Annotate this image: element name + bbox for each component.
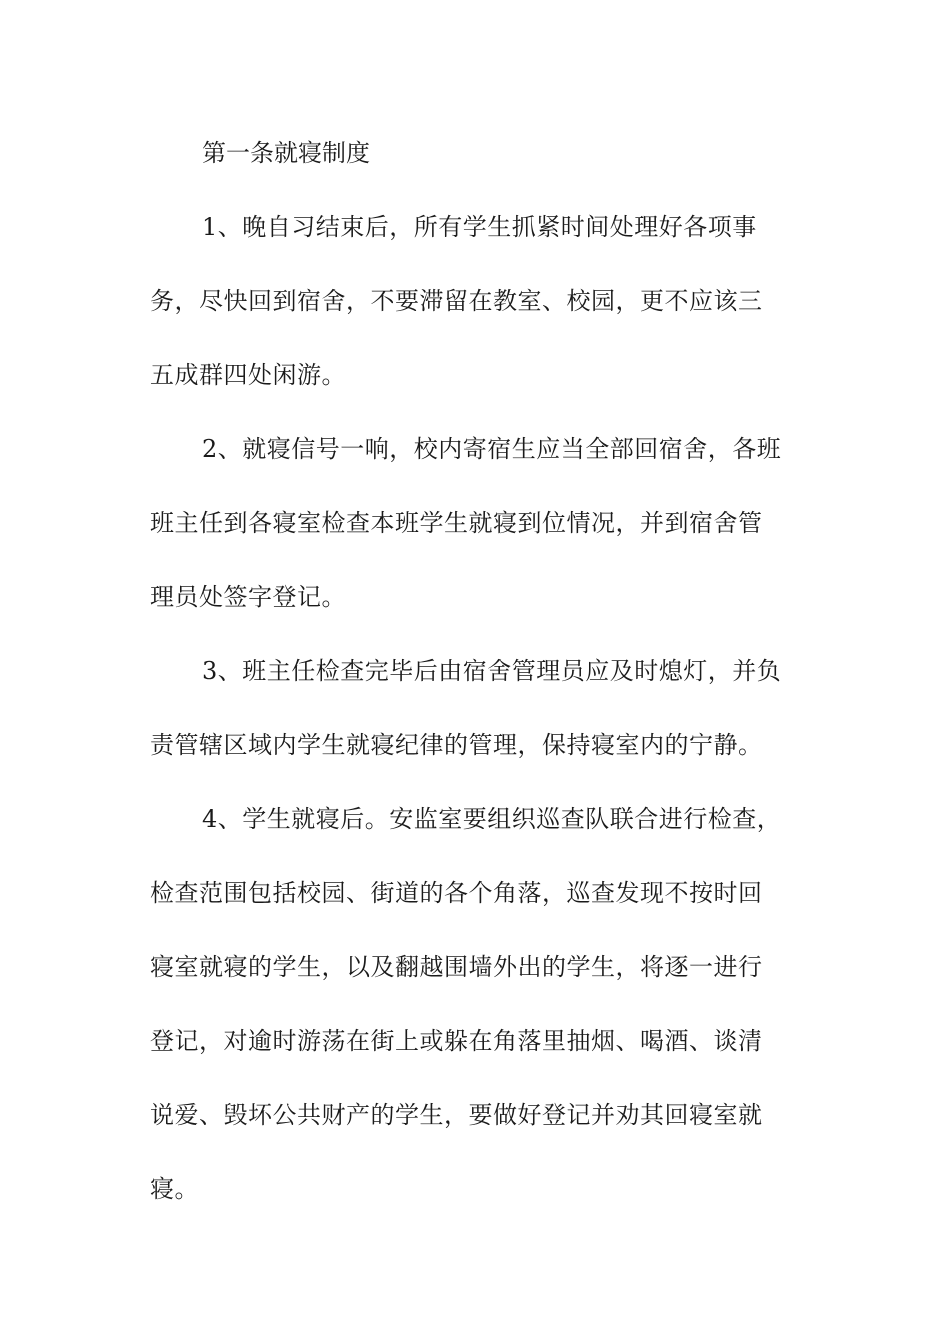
paragraph-1	[150, 190, 810, 412]
paragraph-2	[150, 412, 810, 634]
paragraph-line: 理员处签字登记。	[150, 583, 346, 611]
paragraph-line: 寝室就寝的学生，以及翻越围墙外出的学生，将逐一进行	[150, 953, 763, 981]
paragraph-line: 五成群四处闲游。	[150, 361, 346, 389]
document-body	[150, 116, 810, 1226]
paragraph-line: 登记，对逾时游荡在街上或躲在角落里抽烟、喝酒、谈清	[150, 1027, 763, 1055]
paragraph-line: 检查范围包括校园、街道的各个角落，巡查发现不按时回	[150, 879, 763, 907]
paragraph-line: 1、晚自习结束后，所有学生抓紧时间处理好各项事	[202, 213, 757, 241]
section-heading: 第一条就寝制度	[202, 139, 370, 167]
paragraph-4	[150, 782, 810, 1226]
paragraph-line: 3、班主任检查完毕后由宿舍管理员应及时熄灯，并负	[202, 657, 782, 685]
paragraph-line: 2、就寝信号一响，校内寄宿生应当全部回宿舍，各班	[202, 435, 782, 463]
paragraph-3	[150, 634, 810, 782]
paragraph-line: 寝。	[150, 1175, 199, 1203]
paragraph-line: 说爱、毁坏公共财产的学生，要做好登记并劝其回寝室就	[150, 1101, 763, 1129]
paragraph-line: 务，尽快回到宿舍，不要滞留在教室、校园，更不应该三	[150, 287, 763, 315]
paragraph-line: 班主任到各寝室检查本班学生就寝到位情况，并到宿舍管	[150, 509, 763, 537]
paragraph-line: 4、学生就寝后。安监室要组织巡查队联合进行检查，	[202, 805, 782, 833]
paragraph-line: 责管辖区域内学生就寝纪律的管理，保持寝室内的宁静。	[150, 731, 763, 759]
